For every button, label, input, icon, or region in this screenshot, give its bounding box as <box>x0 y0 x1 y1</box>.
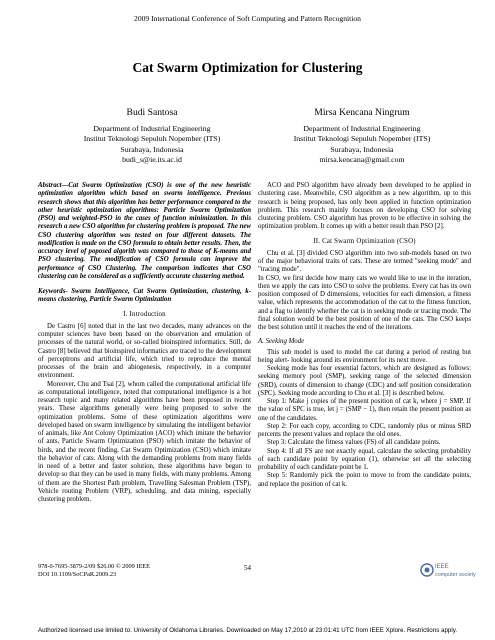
author-institution: Institut Teknologi Sepuluh Nopember (ITS) <box>293 134 431 144</box>
paragraph: ACO and PSO algorithm have already been developed to be applied in clustering case. Meanwhile, CSO algorithm as a new algorithm, up to this research is being proposed, has only been applied in function optimization problem. This research mainly focuses on developing CSO for solving clustering problem. CSO algorithm has proven to be effective in solving the optimization problem. It comes up with a better result than PSO [2]. <box>258 182 471 231</box>
author-dept: Department of Industrial Engineering <box>303 123 421 133</box>
ieee-computer-society-logo <box>420 560 476 580</box>
paragraph: Moreover, Chu and Tsai [2], whom called the computational artificial life as computational intelligence, noted that computational intelligence is a hot research topic and many related algorithms have been proposed in recent years. These algorithms generally were being proposed to solve the optimization problems. Some of these optimization algorithms were developed based on swarm intelligence by simulating the intelligent behavior of animals, like Ant Colony Optimization (ACO) which imitate the behavior of ants, Particle Swarm Optimization (PSO) which imitate the behavior of birds, and the recent finding, Cat Swarm Optimization (CSO) which imitate the behavior of cats. Along with the demanding problems from many fields in need of a better and faster solution, these algorithms have begun to develop so that they can be used in many fields, with many problems. Among of them are the Shortest Path problem, Travelling Salesman Problem (TSP), Vehicle routing Problem (VRP), scheduling, and data mining, especially clustering problem. <box>38 380 251 503</box>
author-name: Mirsa Kencana Ningrum <box>314 107 410 118</box>
paper-title: Cat Swarm Optimization for Clustering <box>132 60 363 75</box>
author-city: Surabaya, Indonesia <box>330 144 394 154</box>
ieee-logo-icon <box>420 560 476 580</box>
paragraph: Seeking mode has four essential factors, which are designed as follows: seeking memory pool (SMP), seeking range of the selected dimension (SRD), counts of dimension to change (CDC) and self position consideration (SPC). Seeking mode according to Chu et al. [3] is described below. <box>258 365 471 397</box>
right-column <box>258 182 471 489</box>
paragraph: This sub model is used to model the cat during a period of resting but being alert- looking around its environment for its next move. <box>258 348 471 364</box>
logo-text-bottom: computer society <box>435 572 476 578</box>
author-block-1 <box>52 108 252 166</box>
author-city: Surabaya, Indonesia <box>120 144 184 154</box>
step-4: Step 4: If all FS are not exactly equal, calculate the selecting probability of each candidate point by equation (1), otherwise set all the selecting probability of each candidate point be 1. <box>258 447 471 471</box>
step-2: Step 2: For each copy, according to CDC, randomly plus or minus SRD percents the present values and replace the old ones. <box>258 422 471 438</box>
subsection-heading-seeking-mode: A. Seeking Mode <box>258 338 305 346</box>
authorized-use-notice: Authorized licensed use limited to: University of Oklahoma Libraries. Downloaded on May 17,2010 at 23:01:41 UTC from IEEE Xplore. Restrictions apply. <box>37 627 458 634</box>
page-number: 54 <box>244 564 251 572</box>
paragraph: In CSO, we first decide how many cats we would like to use in the iteration, then we apply the cats into CSO to solve the problems. Every cat has its own position composed of D dimensions, velocities for each dimension, a fitness value, which represents the accommodation of the cat to the fitness function, and a flag to identify whether the cat is in seeking mode or tracing mode. The final solution would be the best position of one of the cats. The CSO keeps the best solution until it reaches the end of the iterations. <box>258 274 471 331</box>
author-email[interactable]: budi_s@ie.its.ac.id <box>122 155 182 165</box>
isbn-line: 978-0-7695-3879-2/09 $26.00 © 2009 IEEE <box>38 563 150 570</box>
author-email[interactable]: mirsa.kencana@gmail.com <box>319 155 405 165</box>
doi-line: DOI 10.1109/SoCPaR.2009.23 <box>38 570 117 578</box>
step-5: Step 5: Randomly pick the point to move to from the candidate points, and replace the position of cat k. <box>258 472 471 488</box>
paragraph: Chu et al. [3] divided CSO algorithm into two sub-models based on two of the major behavioral traits of cats. These are termed "seeking mode" and "tracing mode". <box>258 249 471 274</box>
section-heading-introduction: I. Introduction <box>123 310 166 318</box>
left-column <box>38 182 251 504</box>
abstract: Abstract—Cat Swarm Optimization (CSO) is one of the new heuristic optimization algorithm which based on swarm intelligence. Previous research shows that this algorithm has better performance compared to the other heuristic optimization algorithms: Particle Swarm Optimization (PSO) and weighted-PSO in the cases of function minimization. In this research a new CSO algorithm for clustering problem is proposed. The new CSO clustering algorithm was tested on four different datasets. The modification is made on the CSO formula to obtain better results. Then, the accuracy level of poposed algorith was compared to those of K-means and PSO clustering. The modification of CSO formula can improve the performance of CSO Clustering. The comparison indicates that CSO clustering can be considered as a sufficiently accurate clustering method. <box>38 182 251 280</box>
step-1: Step 1: Make j copies of the present position of cat k, where j = SMP. If the value of SPC is true, let j = (SMP − 1), then retain the present position as one of the candidates. <box>258 398 471 422</box>
logo-text-top: IEEE <box>435 564 449 570</box>
keywords: Keywords- Swarm Intelligence, Cat Swarm Optimization, clustering, k-means clustering, Particle Swarm Optimization <box>38 288 251 304</box>
author-name: Budi Santosa <box>126 107 178 118</box>
conference-header: 2009 International Conference of Soft Computing and Pattern Recognition <box>134 14 361 23</box>
author-dept: Department of Industrial Engineering <box>93 123 211 133</box>
paragraph: De Castro [6] noted that in the last two decades, many advances on the computer sciences have been based on the observation and emulation of processes of the natural world, or so-called bioinspired informatics. Still, de Castro [8] believed that bioinspired informatics are traced to the development of perceptrons and artificial life, which tried to reproduce the mental processes of the brain and abiogenesis, respectively, in a computer environment. <box>38 322 251 380</box>
step-3: Step 3: Calculate the fitness values (FS) of all candidate points. <box>267 439 441 447</box>
author-block-2 <box>262 108 462 166</box>
section-heading-cso: II. Cat Swarm Optimization (CSO) <box>313 237 416 245</box>
author-institution: Institut Teknologi Sepuluh Nopember (ITS) <box>83 134 221 144</box>
